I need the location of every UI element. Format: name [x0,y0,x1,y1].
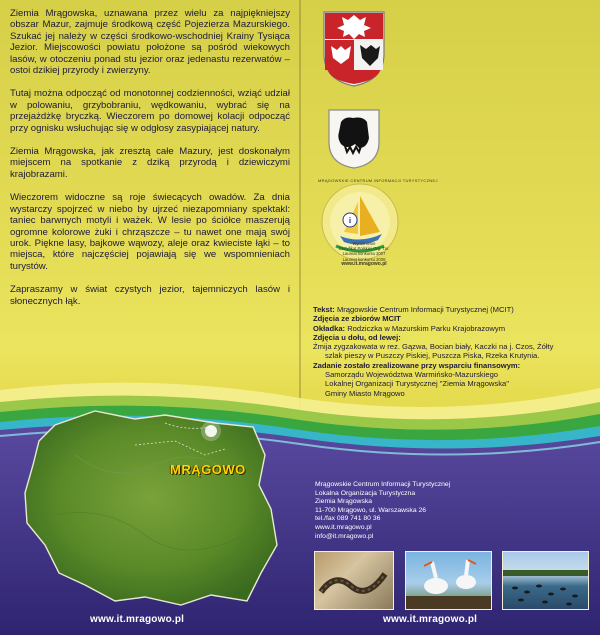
paragraph-leisure: Tutaj można odpocząć od monotonnej codzienności, wziąć udział w polowaniu, grzybobraniu, wędkowaniu, wybrać się na przejażdżkę bryczką. Wieczorem po domowej kolacji odpocząć przy ognisku wsłuchując się w odgłosy zasypiającej natury. [10,88,290,134]
contact-line-6: www.it.mragowo.pl [315,523,372,531]
photo-storks [405,551,492,610]
logo-line-1: Wyróżnienie [352,241,376,246]
contact-line-2: Lokalna Organizacja Turystyczna [315,489,416,497]
ducks-lake-photo-icon [503,552,588,609]
svg-text:i: i [348,216,352,225]
poland-map-icon [15,405,290,615]
photo-viper [314,551,394,610]
credit-text-label: Tekst: [313,305,335,314]
contact-line-1: Mrągowskie Centrum Informacji Turystycznej [315,481,451,488]
contact-block [315,481,565,541]
left-panel-text [10,8,290,319]
map-city-label: MRĄGOWO [170,462,246,477]
storks-photo-icon [406,552,491,609]
paragraph-insects: Wieczorem widoczne są roje świecących owadów. Za dnia wystarczy spojrzeć w niebo by ujrzeć niezapomniany spektakl: taniec barwnych motyli i ważek. W lesie po ściółce maszerują ogromne kolorowe żuki i chrząszcze – tu nawet one mają swój urok. Piękne lasy, bajkowe wąwozy, aleje oraz kwieciste łąki – to miejsca, które najczęściej pojawiają się we wspomnieniach turystów. [10,192,290,272]
town-coat-of-arms-icon [327,108,381,170]
logo-badge-text [316,241,412,267]
credit-funding-label: Zadanie zostało zrealizowane przy wsparciu finansowym: [313,360,521,370]
photo-ducks-lake [502,551,589,610]
logo-line-3: Laureat konkursu 2007 [342,251,386,257]
left-panel-url: www.it.mragowo.pl [90,614,185,625]
contact-line-7: info@it.mragowo.pl [315,532,374,540]
contact-line-5: tel./fax 089 741 80 36 [315,515,381,523]
credit-cover-label: Okładka: [313,323,346,333]
credit-photos-collection: Zdjęcia ze zbiorów MCIT [313,314,401,324]
paragraph-invitation: Zapraszamy w świat czystych jezior, tajemniczych lasów i słonecznych łąk. [10,284,290,307]
credit-text-value: Mrągowskie Centrum Informacji Turystycznej (MCIT) [336,305,514,314]
logo-line-4: Laureat konkursu 2008 [342,256,386,262]
logo-arc-text: MRĄGOWSKIE CENTRUM INFORMACJI TURYSTYCZNEJ [318,178,438,183]
right-panel-url: www.it.mragowo.pl [383,614,478,625]
credit-text-line [313,305,593,314]
contact-line-3: Ziemia Mrągowska [315,498,373,506]
logo-url: www.it.mragowo.pl [341,260,387,267]
viper-photo-icon [315,552,393,609]
credit-sponsor-2: Lokalnej Organizacji Turystycznej "Ziemia Mrągowska" [325,379,509,389]
credit-photos-line-2: szlak pieszy w Puszczy Piskiej, Puszcza Piska, Rzeka Krutynia. [325,351,540,361]
credit-cover-line [313,324,593,333]
credit-photos-line-1: Żmija zygzakowata w rez. Gązwa, Bocian biały, Kaczki na j. Czos, Żółty [313,342,554,352]
credit-sponsor-3: Gminy Miasto Mrągowo [325,388,405,398]
credit-sponsor-1: Samorządu Województwa Warmińsko-Mazurskiego [325,370,499,380]
contact-line-4: 11-700 Mrągowo, ul. Warszawska 26 [315,506,427,514]
paragraph-nature: Ziemia Mrągowska, jak zresztą całe Mazury, jest doskonałym miejscem na spotkanie z dziką przyrodą i dziewiczymi krajobrazami. [10,146,290,180]
logo-line-2: Certyfikat Polskiej Org. Tur. [338,246,390,252]
paragraph-intro: Ziemia Mrągowska, uznawana przez wielu za najpiękniejszy obszar Mazur, zajmuje środkową część Pojezierza Mazurskiego. Szukać jej należy w części środkowo-wschodniej Krainy Tysiąca Jezior. Miejscowości powiatu położone są pośród wiekowych lasów, w otoczeniu ponad stu jezior oraz jedenastu rezerwatów – ostoi dzikiej przyrody i zwierzyny. [10,8,290,77]
credit-cover-value: Rodziczka w Mazurskim Parku Krajobrazowym [347,323,506,333]
county-coat-of-arms-icon [322,10,386,88]
credit-photos-label: Zdjęcia u dołu, od lewej: [313,332,401,342]
